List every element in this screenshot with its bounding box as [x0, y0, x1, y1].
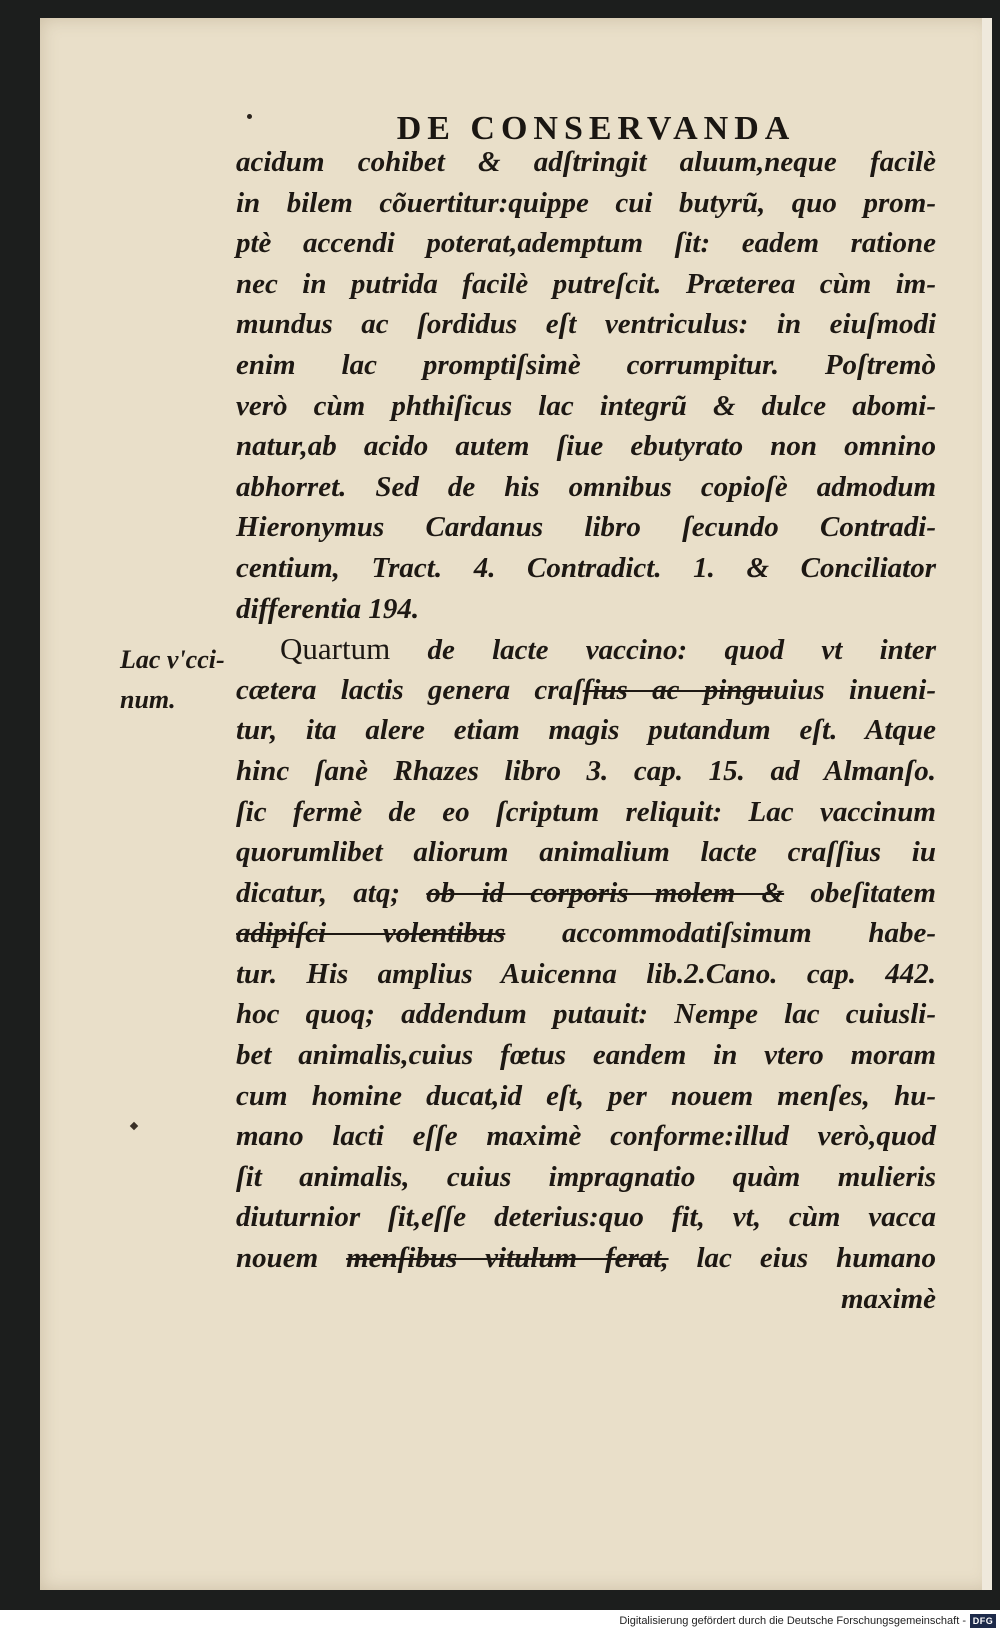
- text-line: tur, ita alere etiam magis putandum eſt. Atque: [236, 714, 936, 747]
- text-fragment: dicatur, atq;: [236, 876, 400, 909]
- paragraph-opening-line: [236, 629, 936, 670]
- text-line: hinc ſanè Rhazes libro 3. cap. 15. ad Almanſo.: [236, 754, 936, 787]
- text-line: verò cùm phthiſicus lac integrũ & dulce abomi-: [236, 389, 936, 422]
- text-line: ptè accendi poterat,ademptum ſit: eadem ratione: [236, 227, 936, 260]
- text-line: nec in putrida facilè putreſcit. Præterea cùm im-: [236, 267, 936, 300]
- dfg-logo: DFG: [970, 1614, 996, 1628]
- text-fragment: lac eius humano: [696, 1242, 937, 1275]
- struck-text: adipiſci volentibus: [236, 917, 506, 950]
- text-line: Hieronymus Cardanus libro ſecundo Contradi-: [236, 511, 936, 544]
- marginal-note: [120, 640, 225, 720]
- text-line: cum homine ducat,id eſt, per nouem menſes, hu-: [236, 1079, 936, 1112]
- text-line: acidum cohibet & adſtringit aluum,neque facilè: [236, 146, 936, 178]
- text-line: differentia 194.: [236, 592, 420, 625]
- text-line: ſit animalis, cuius impragnatio quàm mulieris: [236, 1160, 936, 1193]
- text-line: [236, 670, 936, 711]
- page-edge: [982, 18, 992, 1590]
- footer-bar: [0, 1610, 1000, 1633]
- struck-text: ſius ac pingu: [582, 673, 774, 706]
- body-text: [236, 142, 936, 1319]
- text-line: in bilem cõuertitur:quippe cui butyrũ, quo prom-: [236, 186, 936, 219]
- text-line: [236, 1238, 936, 1279]
- text-line: hoc quoq; addendum putauit: Nempe lac cuiusli-: [236, 998, 936, 1031]
- text-line: [236, 873, 936, 914]
- catchword: maximè: [840, 1282, 936, 1315]
- text-line: enim lac promptiſsimè corrumpitur. Poſtremò: [236, 348, 936, 381]
- text-line: quorumlibet aliorum animalium lacte craſſius iu: [236, 836, 936, 869]
- header-ornament-dot: [247, 114, 252, 119]
- text-line: tur. His amplius Auicenna lib.2.Cano. cap. 442.: [236, 957, 936, 990]
- funding-credit: Digitalisierung gefördert durch die Deutsche Forschungsgemeinschaft -: [619, 1615, 966, 1627]
- text-line: mano lacti eſſe maximè conforme:illud verò,quod: [236, 1120, 936, 1153]
- text-fragment: de lacte vaccino: quod vt inter: [427, 634, 936, 667]
- text-line: centium, Tract. 4. Contradict. 1. & Conciliator: [236, 551, 936, 584]
- text-line: bet animalis,cuius fœtus eandem in vtero moram: [236, 1039, 936, 1072]
- marginal-note-line: Lac v'cci-: [120, 645, 225, 674]
- text-line: diuturnior ſit,eſſe deterius:quo fit, vt, cùm vacca: [236, 1201, 936, 1234]
- struck-text: ob id corporis molem &: [426, 876, 785, 909]
- text-fragment: nouem: [236, 1242, 319, 1275]
- text-fragment: uius inueni-: [773, 673, 936, 706]
- text-fragment: accommodatiſsimum habe-: [561, 917, 936, 950]
- marginal-note-line: num.: [120, 685, 176, 714]
- text-line: [236, 913, 936, 954]
- text-line: ſic fermè de eo ſcriptum reliquit: Lac vaccinum: [236, 795, 936, 828]
- text-fragment: obeſitatem: [810, 876, 936, 909]
- text-line: natur,ab acido autem ſiue ebutyrato non omnino: [236, 430, 936, 463]
- running-title: DE CONSERVANDA: [396, 110, 796, 147]
- text-line: abhorret. Sed de his omnibus copioſè admodum: [236, 470, 936, 503]
- paragraph-lead-word: Quartum: [280, 631, 391, 667]
- text-line: mundus ac ſordidus eſt ventriculus: in eiuſmodi: [236, 308, 936, 341]
- struck-text: menſibus vitulum ferat,: [346, 1242, 669, 1275]
- text-fragment: cætera lactis genera craſ: [236, 673, 583, 706]
